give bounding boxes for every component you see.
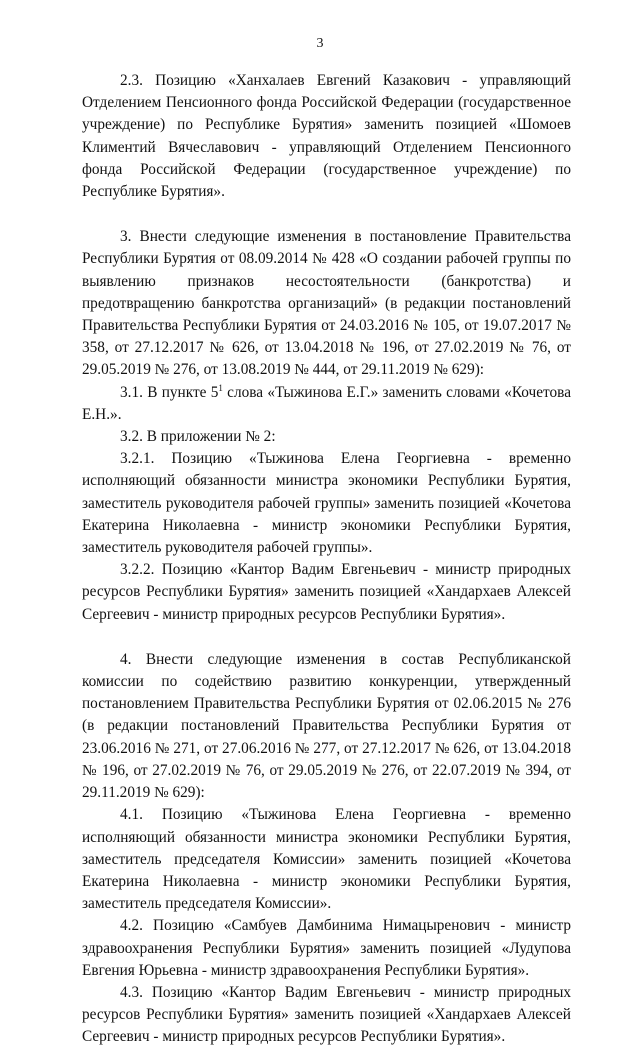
paragraph-2-3: 2.3. Позицию «Ханхалаев Евгений Казакович - управляющий Отделением Пенсионного фонда Российской Федерации (государственное учреждение) по Республике Бурятия» заменить позицией «Шомоев Климентий Вячеславович - управляющий Отделением Пенсионного фонда Российской Федерации (государственное учреждение) по Республике Бурятия». [82, 72, 571, 201]
paragraph-4-2: 4.2. Позицию «Самбуев Дамбинима Нимацыренович - министр здравоохранения Республики Бурятия» заменить позицией «Лудупова Евгения Юрьевна - министр здравоохранения Республики Бурятия». [82, 917, 571, 979]
paragraph-gap [82, 203, 571, 226]
paragraph-3-2-2: 3.2.2. Позицию «Кантор Вадим Евгеньевич - министр природных ресурсов Республики Бурятия» заменить позицией «Хандархаев Алексей Сергеевич - министр природных ресурсов Республики Бурятия». [82, 561, 571, 623]
paragraph-4-3: 4.3. Позицию «Кантор Вадим Евгеньевич - министр природных ресурсов Республики Бурятия» заменить позицией «Хандархаев Алексей Сергеевич - министр природных ресурсов Республики Бурятия». [82, 983, 571, 1046]
page-number: 3 [316, 36, 324, 51]
paragraph-3-1-text-end: слова «Тыжинова Е.Г.» заменить словами «Кочетова Е.Н.». [82, 383, 571, 423]
document-body [82, 70, 571, 1049]
paragraph-3-2: 3.2. В приложении № 2: [120, 428, 276, 446]
paragraph-3-1-text-start: 3.1. В пункте 5 [120, 383, 219, 401]
paragraph-gap [82, 626, 571, 649]
paragraph-4: 4. Внести следующие изменения в состав Республиканской комиссии по содействию развитию конкуренции, утвержденный постановлением Правительства Республики Бурятия от 02.06.2015 № 276 (в редакции постановлений Правительства Республики Бурятия от 23.06.2016 № 271, от 27.06.2016 № 277, от 27.12.2017 № 626, от 13.04.2018 № 196, от 27.02.2019 № 76, от 29.05.2019 № 276, от 22.07.2019 № 394, от 29.11.2019 № 629): [82, 650, 571, 802]
paragraph-3-1 [82, 382, 571, 426]
paragraph-3: 3. Внести следующие изменения в постановление Правительства Республики Бурятия от 08.09.2014 № 428 «О создании рабочей группы по выявлению признаков несостоятельности (банкротства) и предотвращению банкротства организаций» (в редакции постановлений Правительства Республики Бурятия от 24.03.2016 № 105, от 19.07.2017 № 358, от 27.12.2017 № 626, от 13.04.2018 № 196, от 27.02.2019 № 76, от 29.05.2019 № 276, от 13.08.2019 № 444, от 29.11.2019 № 629): [82, 228, 571, 379]
superscript-number: 1 [218, 382, 223, 393]
paragraph-3-2-1: 3.2.1. Позицию «Тыжинова Елена Георгиевна - временно исполняющий обязанности министра экономики Республики Бурятия, заместитель руководителя рабочей группы» заменить позицией «Кочетова Екатерина Николаевна - министр экономики Республики Бурятия, заместитель руководителя рабочей группы». [82, 450, 571, 557]
paragraph-4-1: 4.1. Позицию «Тыжинова Елена Георгиевна - временно исполняющий обязанности министра экономики Республики Бурятия, заместитель председателя Комиссии» заменить позицией «Кочетова Екатерина Николаевна - министр экономики Республики Бурятия, заместитель председателя Комиссии». [82, 806, 571, 913]
